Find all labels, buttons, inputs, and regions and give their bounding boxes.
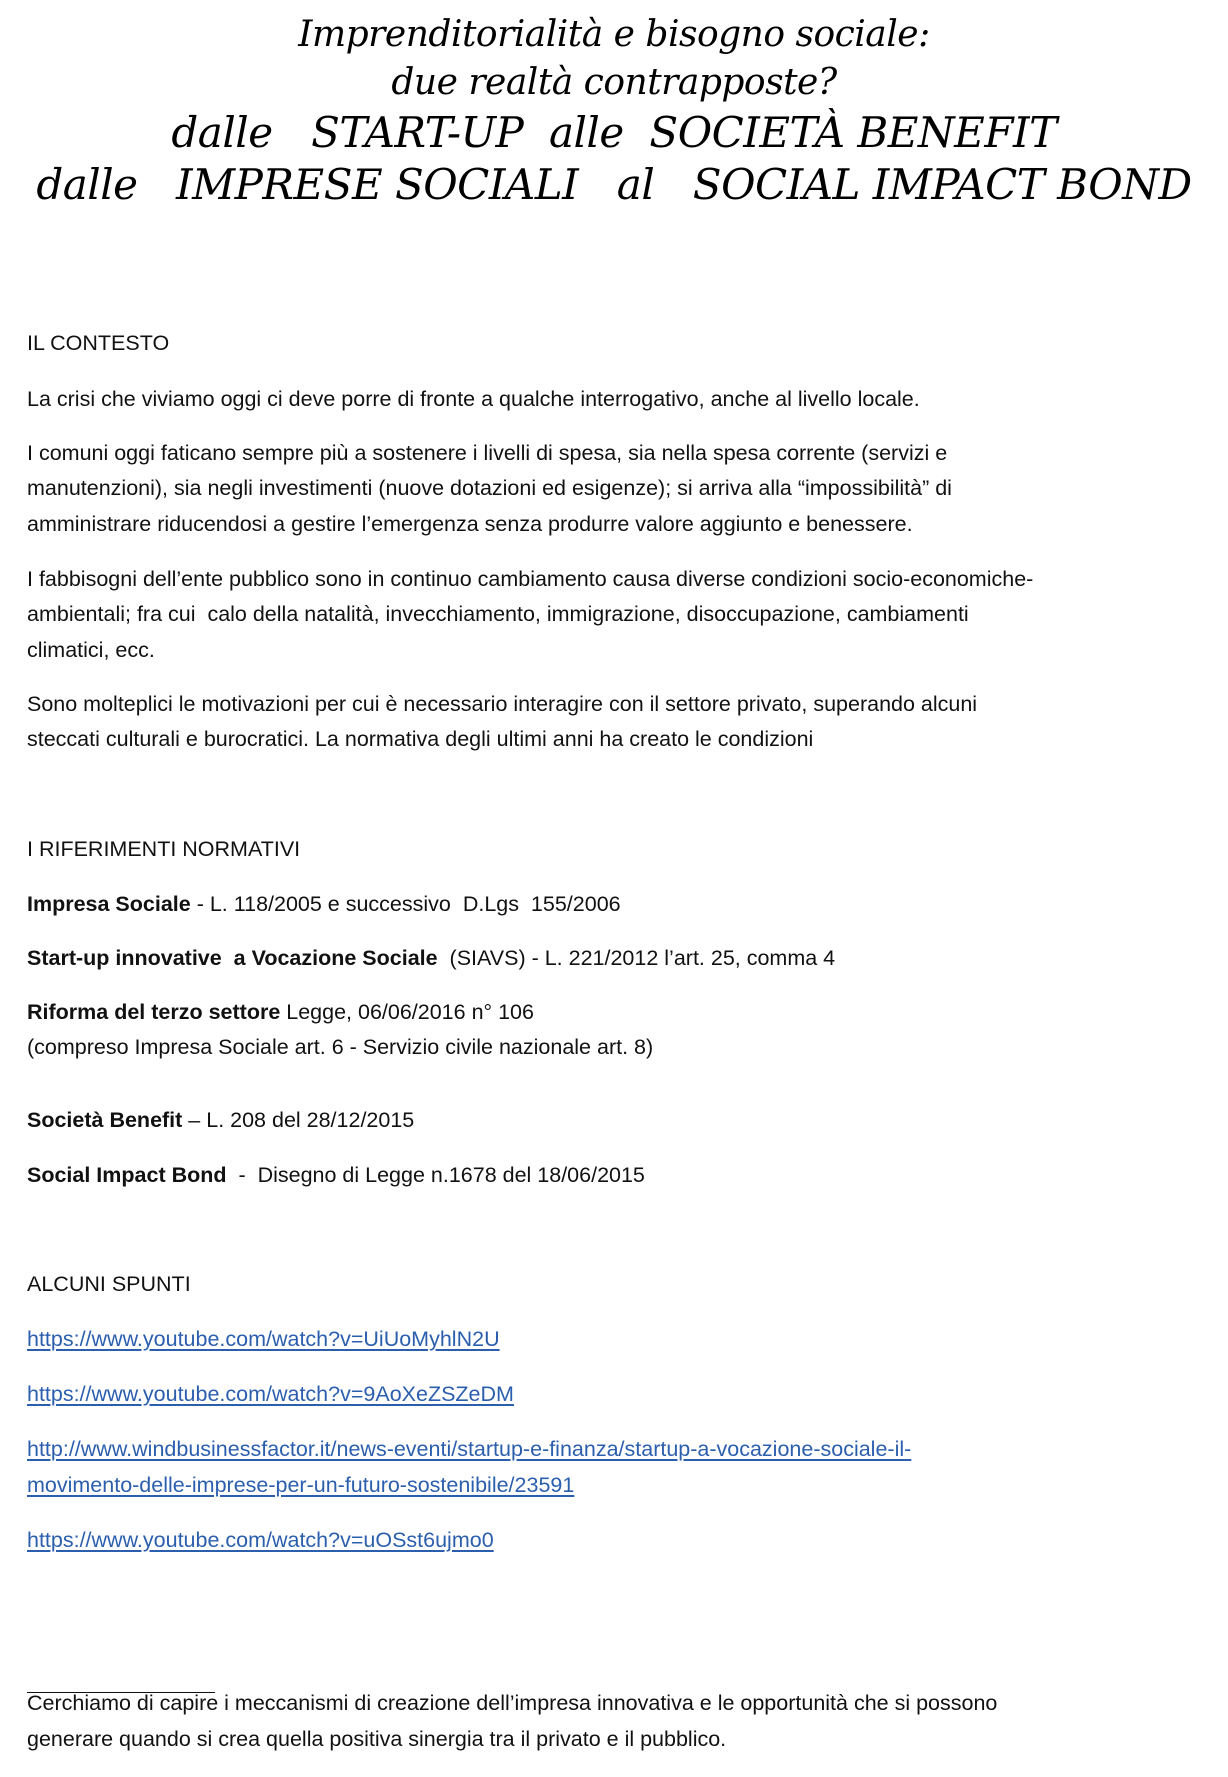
contesto-paragraph-3-line: climatici, ecc. [27, 638, 155, 662]
contesto-paragraph-3-line: ambientali; fra cui calo della natalità, invecchiamento, immigrazione, disoccupazione, cambiamenti [27, 602, 969, 626]
contesto-paragraph-1: La crisi che viviamo oggi ci deve porre di fronte a qualche interrogativo, anche al livello locale. [27, 387, 920, 411]
riferimento-item [27, 1110, 414, 1132]
riferimento-detail: (SIAVS) - L. 221/2012 l’art. 25, comma 4 [437, 946, 836, 970]
riferimento-detail: – L. 208 del 28/12/2015 [182, 1108, 415, 1132]
riferimento-title: Start-up innovative a Vocazione Sociale [27, 946, 438, 970]
riferimento-detail: - Disegno di Legge n.1678 del 18/06/2015 [226, 1163, 645, 1187]
contesto-paragraph-3-line: I fabbisogni dell’ente pubblico sono in continuo cambiamento causa diverse condizioni socio-economiche- [27, 567, 1034, 591]
riferimento-detail: - L. 118/2005 e successivo D.Lgs 155/2006 [190, 892, 621, 916]
riferimento-extra: (compreso Impresa Sociale art. 6 - Servizio civile nazionale art. 8) [27, 1035, 654, 1059]
riferimento-item [27, 1002, 534, 1024]
contesto-paragraph-2-line: manutenzioni), sia negli investimenti (nuove dotazioni ed esigenze); si arriva alla “impossibilità” di [27, 476, 952, 500]
riferimento-title: Impresa Sociale [27, 892, 191, 916]
riferimento-item [27, 1165, 645, 1187]
section-heading-spunti: ALCUNI SPUNTI [27, 1272, 191, 1296]
riferimento-title: Società Benefit [27, 1108, 183, 1132]
section-heading-riferimenti: I RIFERIMENTI NORMATIVI [27, 837, 301, 861]
title-line-1: Imprenditorialità e bisogno sociale: [298, 14, 930, 55]
contesto-paragraph-4-line: Sono molteplici le motivazioni per cui è necessario interagire con il settore privato, superando alcuni [27, 692, 978, 716]
title-line-3: dalle START-UP alle SOCIETÀ BENEFIT [171, 108, 1057, 157]
contesto-paragraph-2-line: I comuni oggi faticano sempre più a sostenere i livelli di spesa, sia nella spesa corrente (servizi e [27, 441, 948, 465]
contesto-paragraph-4-line: steccati culturali e burocratici. La normativa degli ultimi anni ha creato le condizioni [27, 727, 814, 751]
closing-line: generare quando si crea quella positiva sinergia tra il privato e il pubblico. [27, 1727, 727, 1751]
riferimento-title: Social Impact Bond [27, 1163, 227, 1187]
riferimento-item [27, 894, 621, 916]
youtube-link-1[interactable]: https://www.youtube.com/watch?v=UiUoMyhlN2U [27, 1327, 500, 1351]
riferimento-item [27, 948, 835, 970]
windbusinessfactor-link-continued[interactable]: movimento-delle-imprese-per-un-futuro-sostenibile/23591 [27, 1473, 575, 1497]
windbusinessfactor-link[interactable]: http://www.windbusinessfactor.it/news-eventi/startup-e-finanza/startup-a-vocazione-sociale-il- [27, 1437, 912, 1461]
riferimento-title: Riforma del terzo settore [27, 1000, 281, 1024]
section-heading-contesto: IL CONTESTO [27, 331, 170, 355]
title-line-4: dalle IMPRESE SOCIALI al SOCIAL IMPACT BOND [36, 160, 1192, 209]
contesto-paragraph-2-line: amministrare riducendosi a gestire l’emergenza senza produrre valore aggiunto e benessere. [27, 512, 913, 536]
riferimento-detail: Legge, 06/06/2016 n° 106 [280, 1000, 534, 1024]
youtube-link-2[interactable]: https://www.youtube.com/watch?v=9AoXeZSZeDM [27, 1382, 514, 1406]
closing-line: Cerchiamo di capire i meccanismi di creazione dell’impresa innovativa e le opportunità che si possono [27, 1691, 998, 1715]
title-line-2: due realtà contrapposte? [391, 62, 837, 103]
youtube-link-3[interactable]: https://www.youtube.com/watch?v=uOSst6ujmo0 [27, 1528, 494, 1552]
